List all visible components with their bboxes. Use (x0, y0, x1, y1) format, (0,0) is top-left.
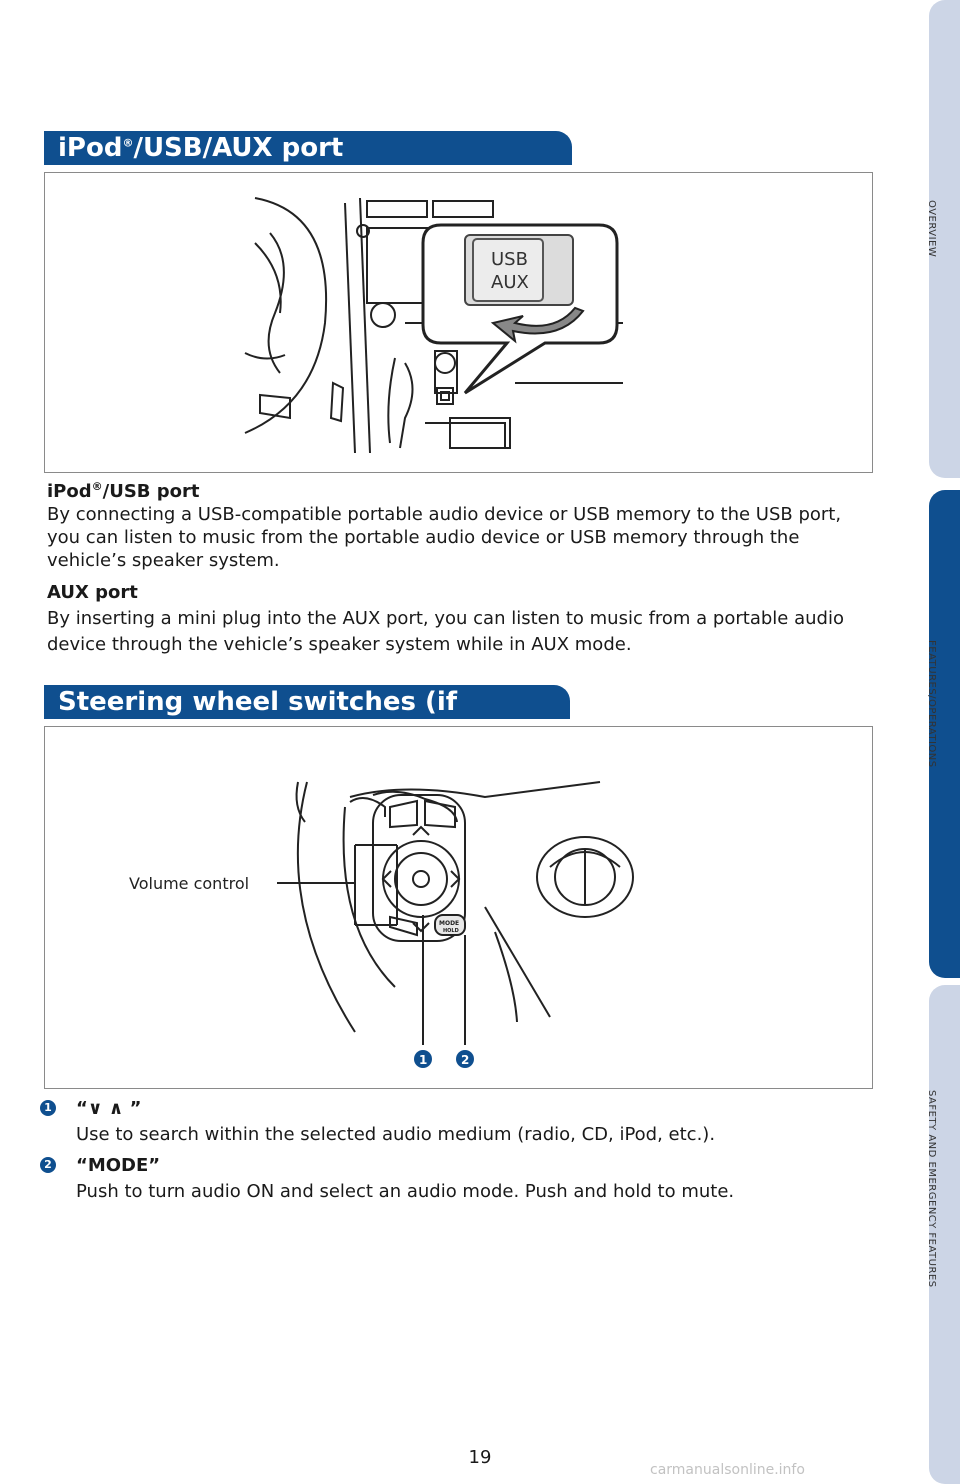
section-title: Steering wheel switches (if (58, 687, 458, 717)
steering-wheel-drawing (45, 727, 872, 1088)
steering-wheel-switches-illustration (44, 726, 873, 1089)
aux-port-text: By inserting a mini plug into the AUX port, you can listen to music from a portable audio device through the vehicle’s speaker system while in AUX mode. (47, 608, 844, 655)
usb-aux-port-illustration (44, 172, 873, 473)
item-text: Use to search within the selected audio medium (radio, CD, iPod, etc.). (76, 1124, 716, 1145)
usb-port-heading-rest: /USB port (102, 481, 200, 502)
side-tab-safety-label: SAFETY AND EMERGENCY FEATURES (926, 1090, 937, 1288)
watermark: carmanualsonline.info (650, 1462, 805, 1478)
item-text: Push to turn audio ON and select an audio mode. Push and hold to mute. (76, 1181, 735, 1202)
section-header-ipod-usb-aux (44, 131, 572, 165)
list-item (40, 1153, 870, 1205)
usb-port-heading-reg: ® (91, 480, 103, 493)
side-tab-features-label: FEATURES/OPERATIONS (926, 640, 937, 768)
hold-button-label: HOLD (443, 928, 459, 934)
usb-port-heading (47, 480, 877, 503)
dashboard-drawing (45, 173, 872, 472)
section-header-steering-wheel-switches (44, 685, 570, 719)
section-title-rest: /USB/AUX port (133, 133, 344, 163)
usb-label: USB (491, 249, 528, 270)
mode-button-label: MODE (439, 920, 460, 927)
item-title: “∨ ∧ ” (76, 1098, 142, 1119)
item-number: 1 (40, 1100, 56, 1116)
callout-2-number: 2 (461, 1053, 470, 1067)
usb-port-heading-main: iPod (47, 481, 92, 502)
page-number: 19 (468, 1447, 492, 1468)
item-title: “MODE” (76, 1155, 161, 1176)
aux-label: AUX (491, 272, 529, 293)
usb-port-text: By connecting a USB-compatible portable audio device or USB memory to the USB port, you can listen to music from the portable audio device or USB memory through the vehicle’s speaker system. (47, 504, 842, 571)
item-number: 2 (40, 1157, 56, 1173)
section-title-main: iPod (58, 133, 123, 163)
callout-1-number: 1 (419, 1053, 428, 1067)
registered-mark: ® (122, 136, 134, 150)
aux-port-heading: AUX port (47, 582, 138, 603)
usb-port-description (47, 480, 877, 572)
aux-port-description (47, 580, 877, 658)
side-tab-overview-label: OVERVIEW (926, 200, 937, 258)
list-item (40, 1096, 870, 1148)
volume-control-label: Volume control (129, 874, 250, 893)
